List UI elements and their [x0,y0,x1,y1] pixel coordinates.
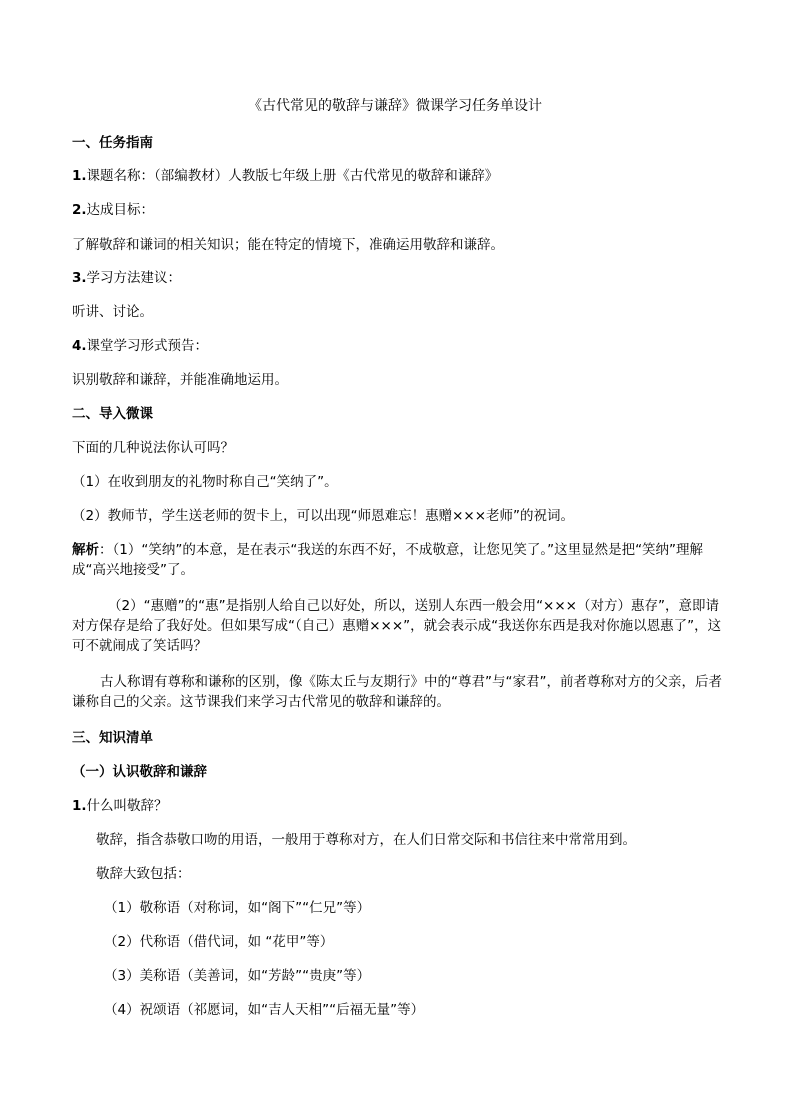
document-title: 《古代常见的敬辞与谦辞》微课学习任务单设计 [248,98,542,114]
intro-paragraph: 古人称谓有尊称和谦称的区别，像《陈太丘与友期行》中的“尊君”与“家君”，前者尊称对方的父亲，后者谦称自己的父亲。这节课我们来学习古代常见的敬辞和谦辞的。 [72,674,722,710]
definition-paragraph: 敬辞，指含恭敬口吻的用语，一般用于尊称对方，在人们日常交际和书信往来中常常用到。 [96,832,636,848]
method-content: 听讲、讨论。 [72,304,153,320]
list-item: （4）祝颂语（祁愿词，如“吉人天相”“后福无量”等） [104,1002,425,1018]
analysis-paragraph-1 [72,540,732,580]
intro-question: 下面的几种说法你认可吗？ [72,440,234,456]
analysis-paragraph-2: （2）“惠赠”的“惠”是指别人给自己以好处，所以，送别人东西一般会用“×××（对方）惠存”，意即请对方保存是给了我好处。但如果写成“（自己）惠赠×××”，就会表示成“我送你东西是我对你施以恩惠了”，这可不就闹成了笑话吗？ [72,598,722,654]
item-form [72,336,732,356]
list-item: （3）美称语（美善词，如“芳龄”“贵庚”等） [104,968,371,984]
item-method [72,268,732,288]
form-content: 识别敬辞和谦辞，并能准确地运用。 [72,372,288,388]
list-item: （1）敬称语（对称词，如“阁下”“仁兄”等） [104,900,371,916]
question-item-1: （1）在收到朋友的礼物时称自己“笑纳了”。 [72,474,338,490]
item-number: 1. [72,168,87,184]
section-heading-knowledge: 三、知识清单 [72,730,153,746]
item-text: 什么叫敬辞？ [86,798,168,814]
goal-content: 了解敬辞和谦词的相关知识；能在特定的情境下，准确运用敬辞和谦辞。 [72,237,504,253]
item-text: 达成目标： [86,202,155,218]
item-course-name [72,166,732,186]
list-item: （2）代称语（借代词，如 “花甲”等） [104,934,334,950]
section-heading-intro: 二、导入微课 [72,406,153,422]
item-text: 学习方法建议： [86,270,182,286]
item-number: 4. [72,338,87,354]
question-item-2: （2）教师节，学生送老师的贺卡上，可以出现“师恩难忘！惠赠×××老师”的祝词。 [72,508,575,524]
item-number: 1. [72,798,87,814]
item-number: 3. [72,270,87,286]
item-text: 课堂学习形式预告： [86,338,209,354]
item-number: 2. [72,202,87,218]
knowledge-question [72,796,732,816]
analysis-label: 解析 [72,542,99,558]
analysis-text: ：（1）“笑纳”的本意，是在表示“我送的东西不好，不成敬意，让您见笑了。”这里显然是把“笑纳”理解成“高兴地接受”了。 [72,542,704,578]
section-heading-task-guide: 一、任务指南 [72,135,153,151]
includes-paragraph: 敬辞大致包括： [96,866,191,882]
item-text: 课题名称：（部编教材）人教版七年级上册《古代常见的敬辞和谦辞》 [86,168,499,184]
item-goal [72,200,732,220]
subsection-heading: （一）认识敬辞和谦辞 [72,764,207,780]
